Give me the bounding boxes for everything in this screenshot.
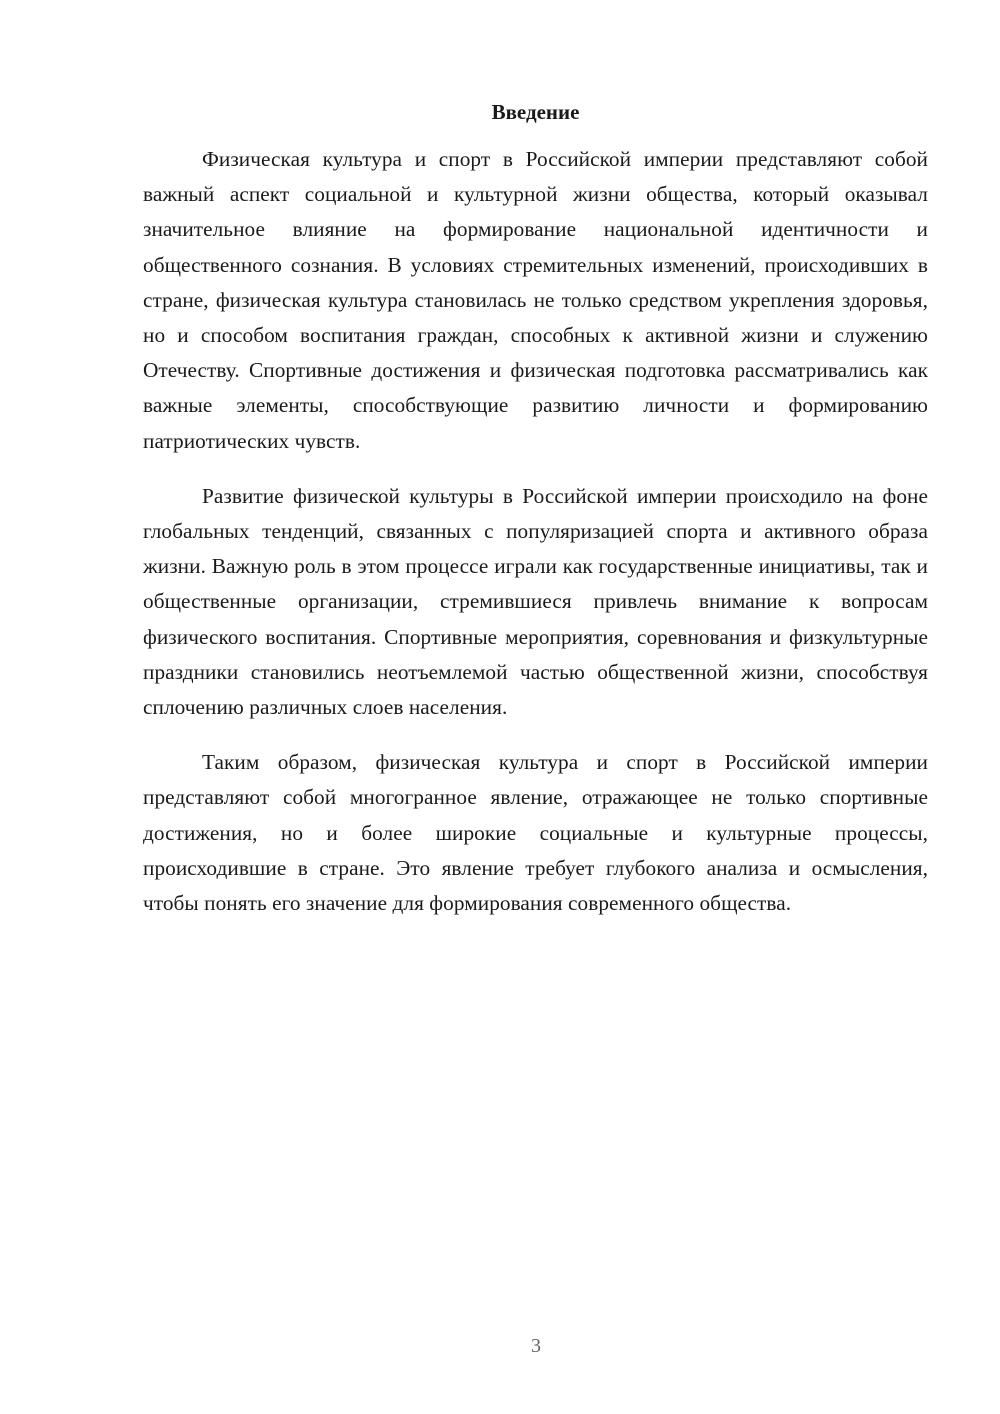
paragraph-2: Развитие физической культуры в Российской империи происходило на фоне глобальных тенденций, связанных с популяризацией спорта и активного образа жизни. Важную роль в этом процессе играли как государственные инициативы, так и общественные организации, стремившиеся привлечь внимание к вопросам физического воспитания. Спортивные мероприятия, соревнования и физкультурные праздники становились неотъемлемой частью общественной жизни, способствуя сплочению различных слоев населения. bbox=[143, 483, 928, 720]
paragraph-1: Физическая культура и спорт в Российской империи представляют собой важный аспект социальной и культурной жизни общества, который оказывал значительное влияние на формирование национальной идентичности и общественного сознания. В условиях стремительных изменений, происходивших в стране, физическая культура становилась не только средством укрепления здоровья, но и способом воспитания граждан, способных к активной жизни и служению Отечеству. Спортивные достижения и физическая подготовка рассматривались как важные элементы, способствующие развитию личности и формированию патриотических чувств. bbox=[143, 147, 928, 453]
body-text bbox=[143, 142, 928, 941]
section-heading: Введение bbox=[491, 100, 580, 124]
page-number: 3 bbox=[531, 1335, 541, 1357]
paragraph-3: Таким образом, физическая культура и спорт в Российской империи представляют собой многогранное явление, отражающее не только спортивные достижения, но и более широкие социальные и культурные процессы, происходившие в стране. Это явление требует глубокого анализа и осмысления, чтобы понять его значение для формирования современного общества. bbox=[143, 750, 928, 916]
